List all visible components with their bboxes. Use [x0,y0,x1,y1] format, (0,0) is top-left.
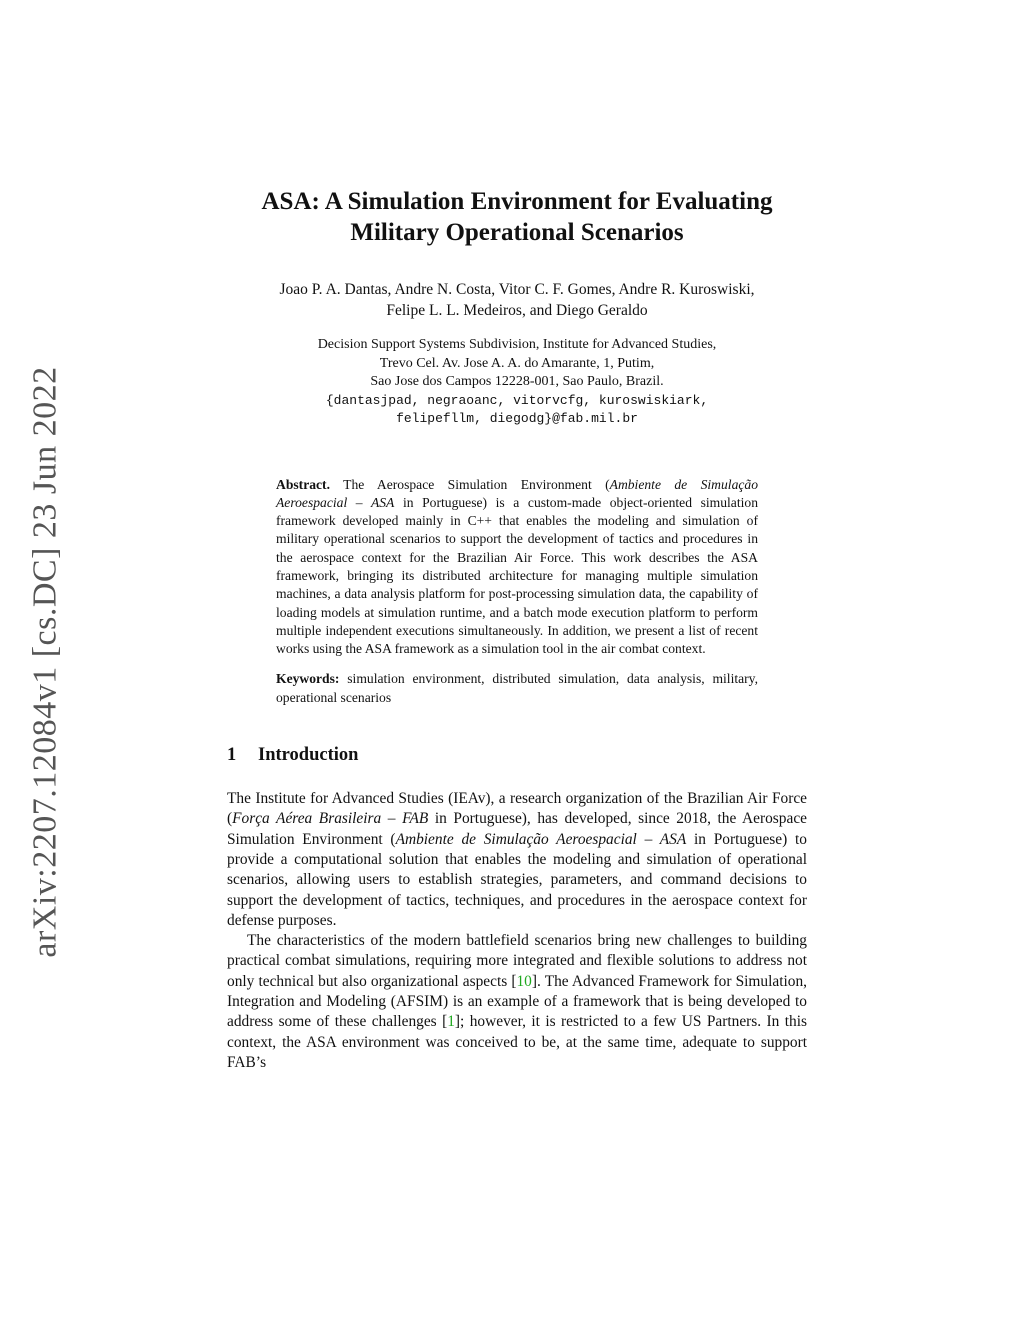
section-title: Introduction [258,745,359,766]
affiliation-line-3: Sao Jose dos Campos 12228-001, Sao Paulo, Brazil. [370,374,664,389]
author-line-2: Felipe L. L. Medeiros, and Diego Geraldo [386,302,648,319]
email-line-1: {dantasjpad, negraoanc, vitorvcfg, kuroswiskiark, [325,392,709,408]
paper-title [227,186,807,248]
intro-p2-text-c: ]; however, it is restricted to a few US Partners. In this context, the ASA environment was conceived to be, at the same time, adequate to support FAB’s [227,1013,808,1071]
author-list [227,279,807,321]
paper-title-line-2: Military Operational Scenarios [350,219,684,246]
keywords-block [276,670,758,707]
intro-p2-text-a: The characteristics of the modern battlefield scenarios bring new challenges to building practical combat simulations, requiring more integrated and flexible solutions to address not only technical but also organizational aspects [ [227,932,807,990]
affiliation-block [227,336,807,429]
intro-p1-text-b: in Portuguese), has developed, since 2018, the Aerospace Simulation Environment ( [227,810,807,848]
intro-paragraph-1 [227,789,807,931]
intro-p1-italic-asa: Ambiente de Simulação Aeroespacial – ASA [395,830,687,848]
intro-p1-text-a: The Institute for Advanced Studies (IEAv), a research organization of the Brazilian Air Force ( [227,790,807,828]
affiliation-line-1: Decision Support Systems Subdivision, Institute for Advanced Studies, [317,337,717,352]
intro-p1-italic-fab: Força Aérea Brasileira – FAB [232,810,429,828]
affiliation-line-2: Trevo Cel. Av. Jose A. A. do Amarante, 1, Putim, [379,355,655,371]
intro-p2-text-b: ]. The Advanced Framework for Simulation, Integration and Modeling (AFSIM) is an example of a framework that is being developed to address some of these challenges [ [227,972,807,1031]
section-heading-introduction [227,743,807,767]
paper-title-line-1: ASA: A Simulation Environment for Evaluating [261,188,773,215]
email-line-2: felipefllm, diegodg}@fab.mil.br [396,411,638,426]
section-number: 1 [227,745,237,766]
citation-link-10[interactable]: 10 [516,972,532,990]
citation-link-1[interactable]: 1 [447,1013,455,1031]
arxiv-identifier-stamp [26,356,66,968]
paper-page [227,186,807,1073]
abstract-text-start: The Aerospace Simulation Environment ( [343,476,610,492]
arxiv-identifier-text: arXiv:2207.12084v1 [cs.DC] 23 Jun 2022 [27,366,65,958]
abstract-block [276,476,758,659]
intro-p1-text-c: in Portuguese) to provide a computational solution that enables the modeling and simulation of operational scenarios, allowing users to establish strategies, parameters, and command decisions to support the development of tactics, techniques, and procedures in the aerospace context for defense purposes. [227,830,807,929]
intro-paragraph-2 [227,931,807,1073]
abstract-label: Abstract. [276,476,330,492]
keywords-text: simulation environment, distributed simulation, data analysis, military, operational scenarios [276,671,758,705]
keywords-label: Keywords: [276,671,340,687]
author-line-1: Joao P. A. Dantas, Andre N. Costa, Vitor C. F. Gomes, Andre R. Kuroswiski, [279,281,755,298]
abstract-italic-term: Ambiente de Simulação Aeroespacial – ASA [276,476,758,510]
abstract-text-body: in Portuguese) is a custom-made object-oriented simulation framework developed mainly in C++ that enables the modeling and simulation of military operational scenarios to support the development of tactics and procedures in the aerospace context for the Brazilian Air Force. This work describes the ASA framework, bringing its distributed architecture for managing multiple simulation machines, a data analysis platform for post-processing simulation data, the capability of loading models at simulation runtime, and a batch mode execution platform to perform multiple independent executions simultaneously. In addition, we present a list of recent works using the ASA framework as a simulation tool in the air combat context. [276,494,758,657]
